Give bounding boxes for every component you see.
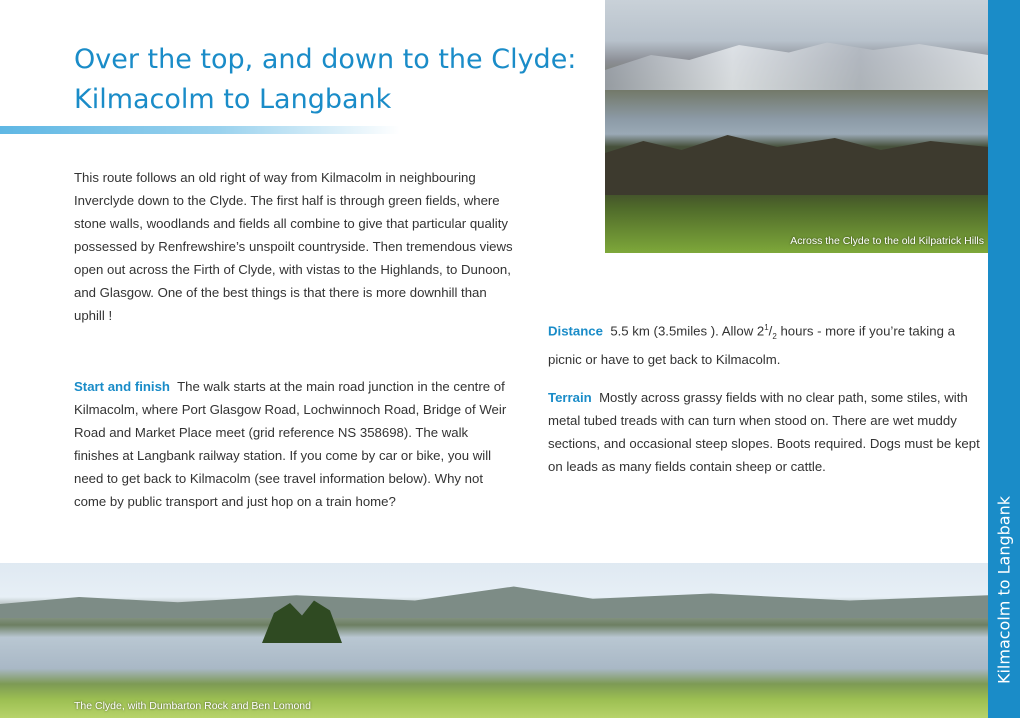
distance-text-before: 5.5 km (3.5miles ). Allow 2: [610, 323, 765, 339]
hills-shape: [0, 583, 988, 618]
title-line-1: Over the top, and down to the Clyde:: [74, 44, 577, 75]
title-line-2: Kilmacolm to Langbank: [74, 84, 392, 115]
kilpatrick-hills-photo: [605, 0, 988, 253]
intro-paragraph: This route follows an old right of way from Kilmacolm in neighbouring Inverclyde down to the Clyde. The first half is through green fields, where stone walls, woodlands and fields all combine to give that particular quality possessed by Renfrewshire’s unspoilt countryside. Then tremendous views open out across the Firth of Clyde, with vistas to the Highlands, to Dunoon, and Glasgow. One of the best things is that there is more downhill than uphill !: [74, 170, 513, 323]
start-finish-text: The walk starts at the main road junction in the centre of Kilmacolm, where Port Glasgow Road, Lochwinnoch Road, Bridge of Weir Road and Market Place meet (grid reference NS 358698). The walk finishes at Langbank railway station. If you come by car or bike, you will need to get back to Kilmacolm (see travel information below). Why not come by public transport and just hop on a train home?: [74, 379, 507, 509]
terrain-text: Mostly across grassy fields with no clear path, some stiles, with metal tubed treads with can turn when stood on. There are wet muddy sections, and occasional steep slopes. Boots required. Dogs must be kept on leads as many fields contain sheep or cattle.: [548, 390, 980, 474]
distance-text-after: hours - more if you’re taking a picnic or have to get back to Kilmacolm.: [548, 323, 955, 368]
start-finish-label: Start and finish: [74, 379, 170, 394]
title-underline: [0, 126, 400, 134]
terrain-label: Terrain: [548, 390, 592, 405]
photo-bottom-caption: The Clyde, with Dumbarton Rock and Ben Lomond: [74, 700, 311, 712]
fraction-numerator: 1: [764, 323, 769, 332]
side-label: Kilmacolm to Langbank: [994, 495, 1014, 685]
fraction-slash: /: [768, 323, 773, 339]
trees-shape: [605, 135, 988, 195]
distance-section: [548, 316, 988, 371]
start-finish-section: [74, 375, 514, 513]
distance-label: Distance: [548, 323, 603, 339]
terrain-section: [548, 386, 988, 478]
clyde-panorama-photo: [0, 563, 988, 718]
photo-top-caption: Across the Clyde to the old Kilpatrick Hills: [790, 235, 984, 247]
mountains-shape: [605, 40, 988, 90]
page-title: [74, 40, 576, 120]
fraction-denominator: 2: [772, 332, 777, 342]
